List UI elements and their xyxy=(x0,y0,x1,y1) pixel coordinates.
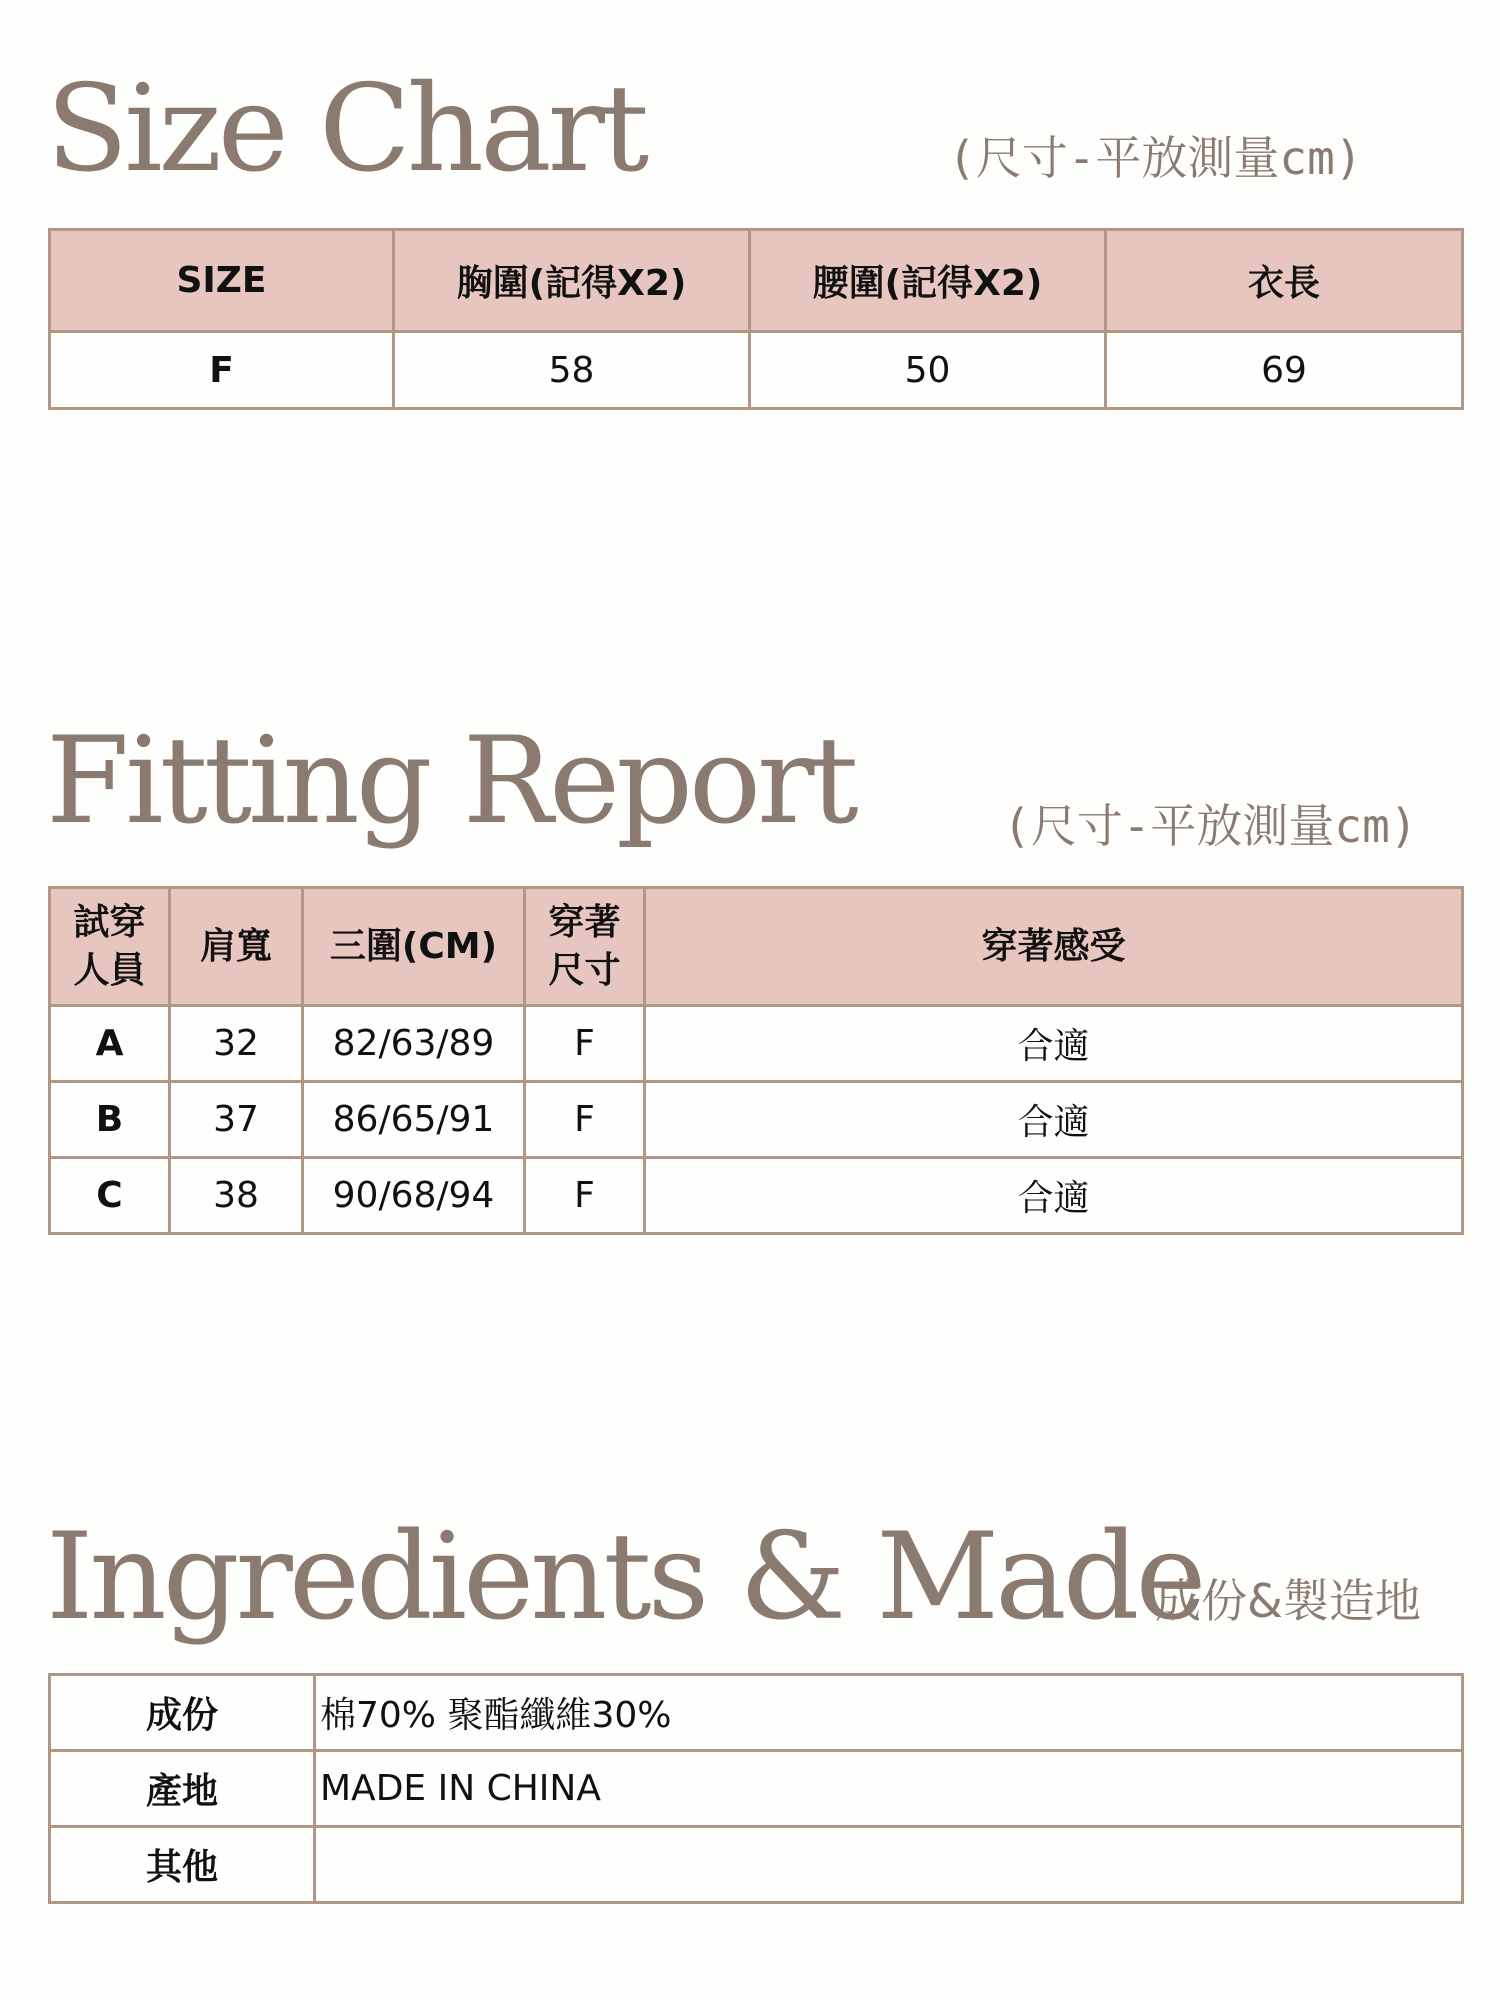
fit-header-worn-size: 穿著 尺寸 xyxy=(525,888,645,1006)
ingredients-label-origin: 產地 xyxy=(50,1751,315,1827)
ingredients-value-composition: 棉70% 聚酯纖維30% xyxy=(315,1675,1463,1751)
fit-cell-measurements: 90/68/94 xyxy=(303,1158,525,1234)
size-header-length: 衣長 xyxy=(1106,230,1463,332)
size-chart-note: (尺寸-平放測量cm) xyxy=(948,131,1363,185)
fitting-header-row xyxy=(50,888,1463,1006)
fit-header-measurements: 三圍(CM) xyxy=(303,888,525,1006)
fit-cell-shoulder: 37 xyxy=(170,1082,303,1158)
ingredients-value-other xyxy=(315,1827,1463,1903)
size-cell-length: 69 xyxy=(1106,332,1463,409)
size-header-waist: 腰圍(記得X2) xyxy=(750,230,1106,332)
ingredients-note: 成份&製造地 xyxy=(1155,1574,1421,1628)
fit-cell-feeling: 合適 xyxy=(645,1006,1463,1082)
fit-header-feeling: 穿著感受 xyxy=(645,888,1463,1006)
ingredients-table xyxy=(48,1673,1464,1904)
table-row xyxy=(50,1082,1463,1158)
table-row xyxy=(50,1751,1463,1827)
fit-cell-measurements: 86/65/91 xyxy=(303,1082,525,1158)
size-header-chest: 胸圍(記得X2) xyxy=(394,230,750,332)
fit-cell-tester: A xyxy=(50,1006,170,1082)
fit-cell-feeling: 合適 xyxy=(645,1082,1463,1158)
fitting-report-title: Fitting Report xyxy=(46,712,855,851)
fit-cell-worn-size: F xyxy=(525,1158,645,1234)
fitting-report-note: (尺寸-平放測量cm) xyxy=(1003,799,1418,853)
ingredients-label-other: 其他 xyxy=(50,1827,315,1903)
fit-cell-tester: C xyxy=(50,1158,170,1234)
fit-cell-worn-size: F xyxy=(525,1082,645,1158)
table-row xyxy=(50,1827,1463,1903)
size-chart-table xyxy=(48,228,1464,410)
fit-cell-measurements: 82/63/89 xyxy=(303,1006,525,1082)
ingredients-title: Ingredients & Made xyxy=(46,1508,1203,1647)
table-row xyxy=(50,1675,1463,1751)
size-chart-title: Size Chart xyxy=(46,60,646,199)
fitting-report-table xyxy=(48,886,1464,1235)
fit-cell-feeling: 合適 xyxy=(645,1158,1463,1234)
table-row xyxy=(50,1158,1463,1234)
fit-header-tester: 試穿 人員 xyxy=(50,888,170,1006)
size-header-size: SIZE xyxy=(50,230,394,332)
fit-cell-shoulder: 38 xyxy=(170,1158,303,1234)
size-cell-size: F xyxy=(50,332,394,409)
size-chart-header-row xyxy=(50,230,1463,332)
size-cell-waist: 50 xyxy=(750,332,1106,409)
fit-cell-tester: B xyxy=(50,1082,170,1158)
ingredients-value-origin: MADE IN CHINA xyxy=(315,1751,1463,1827)
size-cell-chest: 58 xyxy=(394,332,750,409)
fit-cell-shoulder: 32 xyxy=(170,1006,303,1082)
ingredients-label-composition: 成份 xyxy=(50,1675,315,1751)
fit-header-shoulder: 肩寬 xyxy=(170,888,303,1006)
fit-cell-worn-size: F xyxy=(525,1006,645,1082)
table-row xyxy=(50,1006,1463,1082)
table-row xyxy=(50,332,1463,409)
